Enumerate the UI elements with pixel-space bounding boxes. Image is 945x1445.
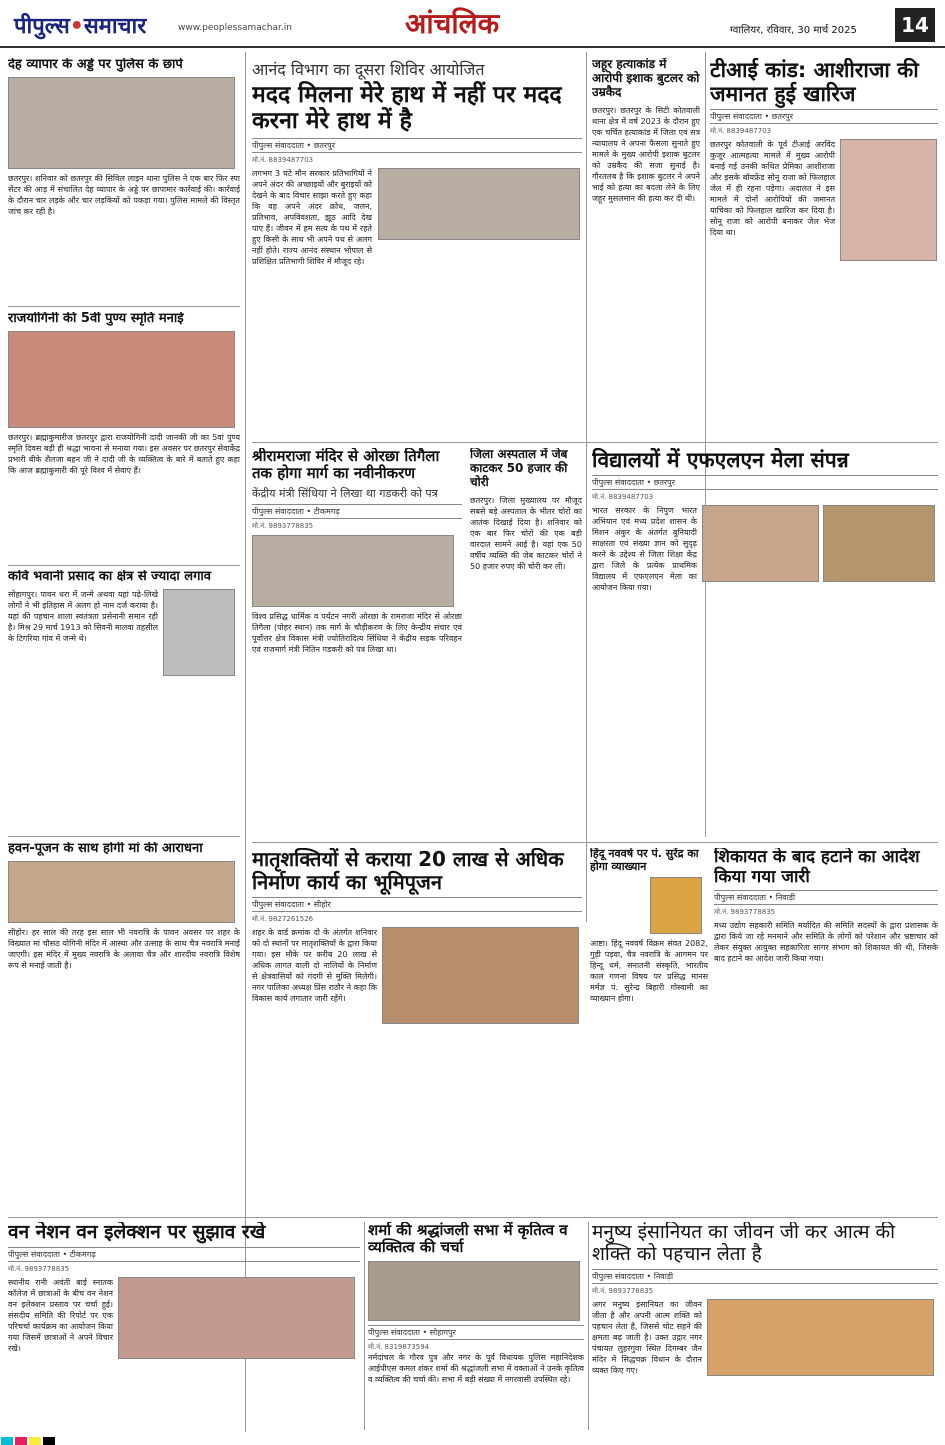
article-byline: पीपुल्स संवाददाता • छतरपुर [252,138,582,153]
article-mobile: मो.नं. 9893778835 [592,1286,654,1295]
article-body: नर्मदांचल के गौरव पुत्र और नगर के पूर्व विधायक पुलिस महानिदेशक आईपीएस कमल शंकर शर्मा की श्रद्धांजली सभा में वक्ताओं ने उनके कृतित्व व व्यक्तित्व की चर्चा की। सभा में बड़ी संख्या में नगरवासी उपस्थित रहे। [368,1352,584,1384]
article-one-nation [8,1222,360,1430]
article-photo [368,1261,580,1321]
article-body: आष्टा। हिंदू नववर्ष विक्रम संवत 2082, गुड़ी पड़वा, चैत्र नवरात्रि के आगमन पर हिन्दू धर्म, सनातनी संस्कृति, भारतीय काल गणना विषय पर प्रसिद्ध मानस मर्मज्ञ पं. सुरेन्द्र बिहारी गोस्वामी का व्याख्यान होगा। [590,939,708,1004]
article-body: छतरपुर। जिला मुख्यालय पर मौजूद सबसे बड़े अस्पताल के भीतर चोरों का आतंक दिखाई दिया है। शनिवार को एक बार फिर चोरों की एक बड़ी वारदात सामने आई है। यहां एक 50 वर्षीय व्यक्ति की जेब काटकर चोरों ने 50 हजार रुपए की चोरी कर ली। [470,496,582,572]
article-headline: टीआई कांड: आशीराजा की जमानत हुई खारिज [710,58,919,107]
article-mobile: मो.नं. 9893778835 [714,908,776,917]
article-headline: हिंदू नववर्ष पर पं. सुरेंद्र का होगा व्याख्यान [590,848,699,873]
portrait-photo [163,589,235,676]
article-headline: शर्मा की श्रद्धांजली सभा में कृतित्व व व्यक्तित्व की चर्चा [368,1222,568,1257]
column-divider [588,1222,589,1430]
article-bhoomipujan [252,848,582,1214]
row-divider [8,565,240,566]
article-kicker: केंद्रीय मंत्री सिंधिया ने लिखा था गडकरी को पत्र [252,486,438,500]
article-headline: वन नेशन वन इलेक्शन पर सुझाव रखे [8,1222,266,1243]
article-mobile: मो.नं. 8839487703 [710,127,772,136]
article-poet [8,570,240,832]
article-mobile: मो.नं. 9827261526 [252,915,314,923]
article-body: मध्य उद्योग सहकारी समिति मर्यादित की समिति सदस्यों के द्वारा प्रशासक के द्वारा किये जा रहे मनमाने और समिति के लोगों को परेशान और भ्रष्टाचार को लेकर संयुक्त आयुक्त सहकारिता सागर संभाग को शिकायत की थी, जिसके बाद हटाने का आदेश जारी किया गया। [714,921,938,964]
article-byline: पीपुल्स संवाददाता • छतरपुर [592,475,938,490]
row-divider [8,1217,938,1218]
article-raid [8,58,240,303]
article-hindu-new-year [590,848,708,1214]
article-photo [118,1277,355,1359]
article-murder-case [592,58,700,438]
article-kicker: आनंद विभाग का दूसरा शिविर आयोजित [252,60,485,79]
article-fln-fair [592,448,938,838]
page-number: 14 [895,8,935,42]
article-headline: मदद मिलना मेरे हाथ में नहीं पर मदद करना मेरे हाथ में है [252,82,562,135]
column-divider [586,52,587,922]
article-sharma-tribute [368,1222,584,1430]
article-orchha-road [252,448,462,838]
website-url: www.peoplessamachar.in [178,23,292,33]
article-photo [378,168,580,240]
article-byline: पीपुल्स संवाददाता • निवाड़ी [714,890,938,905]
article-headline: मनुष्य इंसानियत का जीवन जी कर आत्म की शक्ति को पहचान लेता है [592,1222,896,1265]
article-mobile: मो.नं. 8319873594 [368,1342,430,1351]
article-body: विश्व प्रसिद्ध धार्मिक व पर्यटन नगरी ओरछा के रामराजा मंदिर से ओरछा तिगैला (पोहर स्थान) तक मार्ग के चौड़ीकरण के लिए केन्द्रीय संचार एवं पूर्वोत्तर क्षेत्र विकास मंत्री ज्योतिरादित्य सिंधिया ने केंद्रीय सड़क परिवहन एवं राजमार्ग मंत्री नितिन गडकरी को पत्र लिखा था। [252,611,462,654]
portrait-photo [840,139,937,261]
article-hospital-theft [470,448,582,838]
row-divider [8,836,240,837]
article-headline: शिकायत के बाद हटाने का आदेश किया गया जारी [714,848,920,887]
article-body: अगर मनुष्य इंसानियत का जीवन जीता है और अपनी आत्म शक्ति को पहचान लेता है, जिससे चोट सहने की क्षमता बढ़ जाती है। उक्त उद्गार नगर पंचायत लुहरगुवा स्थित दिगम्बर जैन मंदिर में सिद्धचक्र विधान के दौरान व्यक्त किए गए। [592,1299,702,1375]
article-body: भारत सरकार के निपुण भारत अभियान एवं मध्य प्रदेश शासन के मिशन अंकुर के अंतर्गत बुनियादी साक्षरता एवं संख्या ज्ञान को सुदृढ़ करने के उद्देश्य से जिला शिक्षा केंद्र द्वारा जिले के प्रत्येक प्राथमिक विद्यालय में एफएलएन मेला का आयोजन किया गया। [592,506,697,593]
article-body: सीहोर। हर साल की तरह इस साल भी नवरात्रि के पावन अवसर पर शहर के विख्यात मां चौसठ योगिनी मंदिर में आस्था और उत्साह के साथ चैत्र नवरात्रि मनाई जाएगी। इस मंदिर में मुख्य नवरात्रि के अलावा चैत्र और शारदीय नवरात्रि विशेष रूप से मनाई जाती है। [8,927,240,970]
article-headline: श्रीरामराजा मंदिर से ओरछा तिगैला तक होगा मार्ग का नवीनीकरण [252,448,440,483]
masthead [0,0,945,48]
color-registration-bar [0,1432,945,1445]
article-body: छतरपुर। शनिवार को छतरपुर की सिविल लाइन थाना पुलिस ने एक बार फिर स्पा सेंटर की आड़ में संचालित देह व्यापार के अड्डे पर छापामार कार्रवाई की। कार्रवाई के दौरान चार लड़के और चार लड़कियों को पकड़ा गया। पुलिस मामले की विस्तृत जांच कर रही है। [8,173,240,216]
row-divider [252,842,938,843]
article-headline: जहूर हत्याकांड में आरोपी इशाक बुटलर को उम्रकैद [592,58,700,99]
article-ti-case [710,58,938,438]
article-headline: हवन-पूजन के साथ होगी मां की आराधना [8,842,203,856]
article-photo [252,535,454,607]
article-humanity [592,1222,938,1430]
section-title: आंचलिक [405,7,500,40]
article-byline: पीपुल्स संवाददाता • टीकमगढ़ [252,504,462,519]
article-byline: पीपुल्स संवाददाता • सीहोर [252,897,582,912]
article-photo [707,1299,934,1376]
article-byline: पीपुल्स संवाददाता • टीकमगढ़ [8,1247,360,1262]
article-headline: जिला अस्पताल में जेब काटकर 50 हजार की चोरी [470,448,568,489]
issue-date: ग्वालियर, रविवार, 30 मार्च 2025 [730,25,857,36]
article-body: छतरपुर। ब्रह्माकुमारीज छतरपुर द्वारा राजयोगिनी दादी जानकी जी का 5वां पुण्य स्मृति दिवस बड़ी ही श्रद्धा भावना से मनाया गया। इस अवसर पर छतरपुर सेवाकेंद्र प्रभारी बीके शैलजा बहन जी ने दादी जी के व्यक्तित्व के बारे में बताते हुए कहा कि आज ब्रह्माकुमारी की पूरे विश्व में सेवाएं हैं। [8,432,240,475]
article-headline: देह व्यापार के अड्डे पर पुलिस के छापे [8,58,183,72]
article-headline: विद्यालयों में एफएलएन मेला संपन्न [592,448,849,472]
article-headline: मातृशक्तियों से कराया 20 लाख से अधिक निर्माण कार्य का भूमिपूजन [252,848,564,894]
article-body: स्थानीय रानी अवंती बाई स्नातक कॉलेज में छात्राओं के बीच वन नेशन वन इलेक्शन प्रस्ताव पर चर्चा हुई। संसदीय समिति की रिपोर्ट पर एक परिचर्चा कार्यक्रम का आयोजन किया गया जिसमें छात्राओं ने अपने विचार रखे। [8,1277,113,1353]
article-byline: पीपुल्स संवाददाता • छतरपुर [710,109,938,124]
portrait-photo [650,877,702,934]
column-divider [364,1222,365,1430]
article-body: लगभग 3 घंटे मौन सरकार प्रतिभागियों ने अपने अंदर की अच्छाइयों और बुराइयों को देखने के बाद विचार साझा करते हुए कहा कि वह अपने अंदर क्रोध, जलन, प्रतिभाव, अपविवशता, झूठ आदि देख पाए हैं। जीवन में हम सत्य के पथ में रहते हुए किसी के साथ भी अपने पथ से अलग नहीं होते। राज्य आनंद संस्थान भोपाल से प्रशिक्षित प्रतिभागी शिविर में मौजूद रहे। [252,168,372,266]
article-photo [702,505,819,582]
article-anand-camp [252,58,582,308]
article-headline: कवि भवानी प्रसाद का क्षेत्र से ज्यादा लगाव [8,570,212,584]
article-mobile: मो.नं. 8839487703 [252,155,314,164]
newspaper-logo: पीपुल्स•समाचार [14,14,147,39]
article-headline: राजयोगिनी की 5वीं पुण्य स्मृति मनाई [8,312,184,326]
article-rajyogini [8,312,240,562]
article-body: छतरपुर कोतवाली के पूर्व टीआई अरविंद कुजूर आत्महत्या मामले में मुख्य आरोपी बनाई गई उनकी कथित प्रेमिका आशीराजा और इसके बॉयफ्रेंड सोनू राजा को फिलहाल जेल में ही रहना पड़ेगा। अदालत ने इस मामले में दोनों आरोपियों की जमानत याचिका को फिलहाल खारिज कर दिया है। सोनू राजा को आरोपी बनाकर जेल भेज दिया था। [710,140,835,238]
article-mobile: मो.नं. 9893778835 [252,521,314,530]
article-photo [8,331,235,428]
article-photo [823,505,935,582]
row-divider [252,442,938,443]
article-body: छतरपुर। छतरपुर के सिटी कोतवाली थाना क्षेत्र में वर्ष 2023 के दौरान हुए एक चर्चित हत्याकांड में जिला एवं सत्र न्यायालय ने अपना फैसला सुनाते हुए मामले के मुख्य आरोपी इशाक बुटलर को उम्रकैद की सजा सुनाई है। गौरतलब है कि इशाक बुटलर ने अपने भाई को हत्या का बदला लेने के लिए जहूर मुसलमान की हत्या कर दी थी। [592,106,700,204]
article-byline: पीपुल्स संवाददाता • सोहागपुर [368,1325,584,1340]
article-photo [8,861,235,923]
article-photo [382,927,579,1024]
article-complaint-order [714,848,938,1214]
row-divider [8,306,240,307]
article-photo [8,77,235,169]
article-mobile: मो.नं. 9893778835 [8,1264,70,1273]
article-havan [8,842,240,1214]
article-body: सोहागपुर। पावन धरा में जन्मे अथवा यहां पढ़े-लिखे लोगों ने भी इतिहास में अलग हो नाम दर्ज कराया है। यहां की पहचान शाला स्वतंत्रता प्रसेनानी समान रही है। मिश्र 29 मार्च 1913 को सिवनी मालवा तहसील के टिगरिया गांव में जन्मे थे। [8,589,158,643]
article-byline: पीपुल्स संवाददाता • निवाड़ी [592,1269,938,1284]
article-body: शहर के वार्ड क्रमांक दो के अंतर्गत शनिवार को दो स्थानों पर मातृशक्तियों के द्वारा किया गया। इस मौके पर करीब 20 लाख से अधिक लागत वाली दो नालियों के निर्माण से क्षेत्रवासियों को गंदगी से मुक्ति मिलेगी। नगर पालिका अध्यक्ष प्रिंस राठौर ने कहा कि विकास कार्य लगातार जारी रहेंगे। [252,928,377,1003]
article-mobile: मो.नं. 8839487703 [592,493,654,502]
